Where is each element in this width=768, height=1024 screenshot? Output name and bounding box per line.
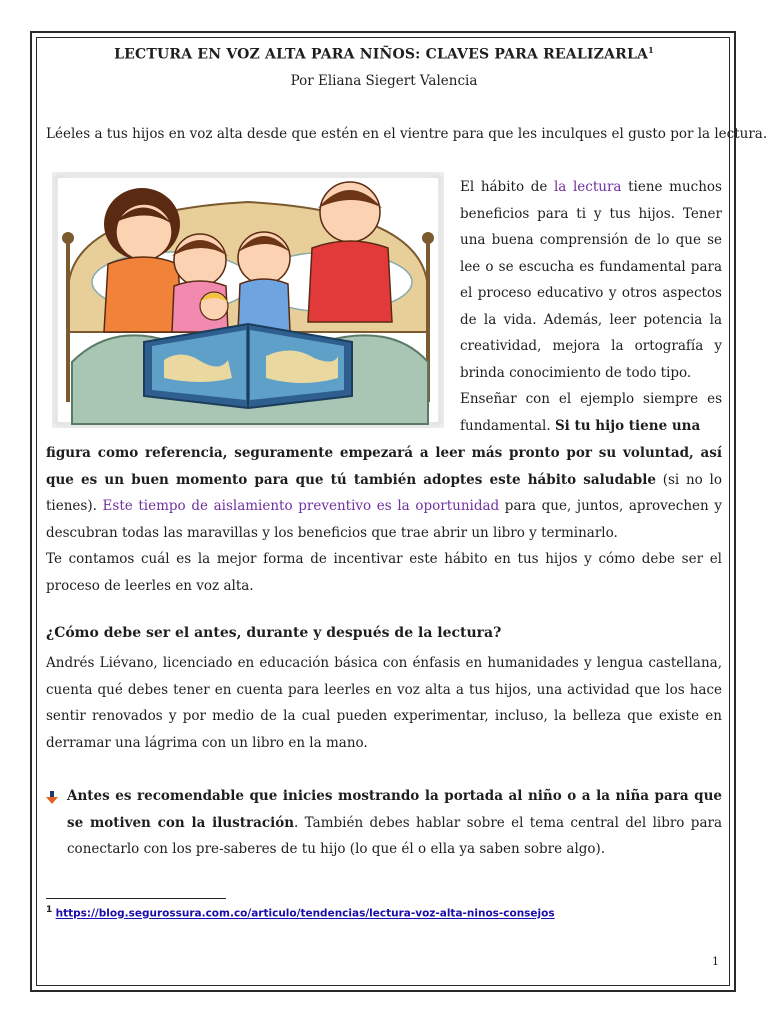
- intro-paragraph: Léeles a tus hijos en voz alta desde que estén en el vientre para que les inculques el gusto por la lectura.: [46, 126, 768, 142]
- family-reading-illustration: [52, 172, 444, 428]
- document-title: LECTURA EN VOZ ALTA PARA NIÑOS: CLAVES PARA REALIZARLA$^1$: [114, 45, 654, 63]
- aislamiento-link[interactable]: Este tiempo de aislamiento preventivo es la oportunidad: [102, 498, 500, 514]
- down-arrow-bullet-icon: [46, 791, 58, 805]
- side-paragraph: [460, 174, 722, 439]
- la-lectura-link[interactable]: la lectura: [553, 179, 622, 195]
- example-paragraph: Enseñar con el ejemplo siempre es fundamental. Si tu hijo tiene una: [460, 391, 722, 434]
- footnote-link[interactable]: https://blog.segurossura.com.co/articulo/tendencias/lectura-voz-alta-ninos-consejos: [55, 907, 555, 920]
- title-footnote-mark: 1: [648, 45, 654, 55]
- habit-paragraph: El hábito de la lectura tiene muchos beneficios para ti y tus hijos. Tener una buena comprensión de lo que se lee o se escucha es fundamental para el proceso educativo y otros aspectos de la vida. Además, leer potencia la creatividad, mejora la ortografía y brinda conocimiento de todo tipo.: [460, 179, 722, 381]
- continued-paragraph: figura como referencia, seguramente empezará a leer más pronto por su voluntad, así que es un buen momento para que tú también adoptes este hábito saludable (si no lo tienes). Este tiempo de aislamiento preventivo es la oportunidad para que, juntos, aprovechen y descubran todas las maravillas y los beneficios que trae abrir un libro y terminarlo. Te contamos cuál es la mejor forma de incentivar este hábito en tus hijos y cómo debe ser el proceso de leerles en voz alta.: [46, 440, 722, 599]
- footnote: 1 https://blog.segurossura.com.co/articulo/tendencias/lectura-voz-alta-ninos-consejos: [46, 905, 555, 920]
- author-byline: Por Eliana Siegert Valencia: [290, 73, 478, 89]
- section-body: Andrés Liévano, licenciado en educación básica con énfasis en humanidades y lengua castellana, cuenta qué debes tener en cuenta para leerles en voz alta a tus hijos, una actividad que los hace sentir renovados y por medio de la cual pueden experimentar, incluso, la belleza que existe en derramar una lágrima con un libro en la mano.: [46, 655, 722, 751]
- footnote-separator: [46, 898, 226, 899]
- section-heading: ¿Cómo debe ser el antes, durante y después de la lectura?: [46, 625, 502, 641]
- page-number: 1: [712, 955, 719, 968]
- incentive-paragraph: Te contamos cuál es la mejor forma de incentivar este hábito en tus hijos y cómo debe ser el proceso de leerles en voz alta.: [46, 551, 722, 594]
